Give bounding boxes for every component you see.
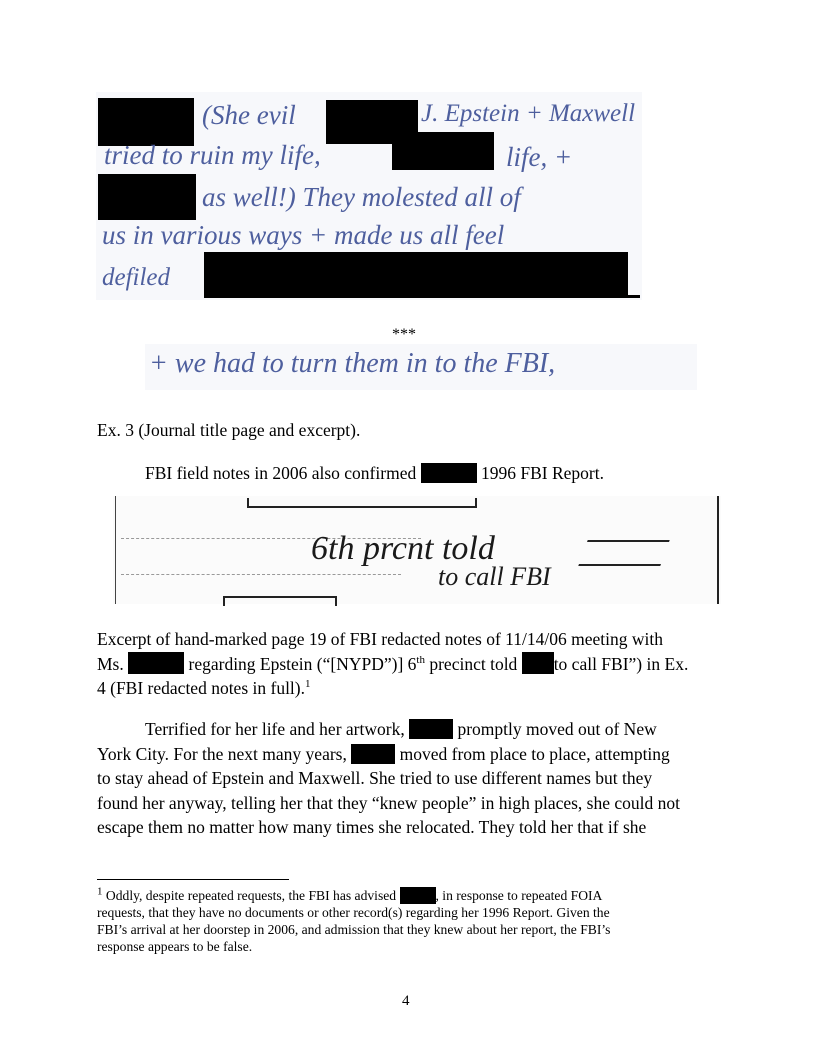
caption-line: Excerpt of hand-marked page 19 of FBI redacted notes of 11/14/06 meeting with [97, 629, 663, 649]
footnote-divider [97, 879, 289, 880]
page-number: 4 [402, 993, 410, 1009]
redaction-box [522, 652, 554, 674]
footnote-marker: 1 [97, 885, 103, 898]
fbi-notes-image [113, 496, 721, 604]
handwritten-line: J. Epstein + Maxwell [421, 100, 636, 127]
body-paragraph [97, 717, 737, 840]
underline [204, 295, 640, 298]
handwritten-line: as well!) They molested all of [202, 182, 521, 212]
bracket-mark [223, 596, 337, 606]
paragraph-text: 1996 FBI Report. [480, 463, 604, 483]
handwritten-line: (She evil [202, 100, 296, 130]
margin-line [717, 496, 719, 604]
superscript: th [416, 653, 425, 666]
caption-text: to call FBI”) in Ex. [553, 653, 689, 674]
footnote-line: requests, that they have no documents or other record(s) regarding her 1996 Report. Given the [97, 905, 610, 920]
paragraph-line: escape them no matter how many times she relocated. They told her that if she [97, 817, 647, 837]
paragraph-line: to stay ahead of Epstein and Maxwell. She tried to use different names but they [97, 768, 653, 788]
footnote-line [97, 887, 727, 904]
caption-text: regarding Epstein (“[NYPD”)] 6 [188, 653, 417, 674]
redaction-box [392, 132, 494, 170]
footnote-text: Oddly, despite repeated requests, the FBI has advised [105, 888, 397, 903]
footnote-line: FBI’s arrival at her doorstep in 2006, and admission that they knew about her report, the FBI’s [97, 922, 611, 937]
redaction-box [409, 719, 453, 739]
caption-line [97, 652, 737, 677]
handwritten-line: defiled [102, 264, 171, 291]
paragraph-text: Terrified for her life and her artwork, [145, 719, 405, 739]
paragraph-line [97, 717, 737, 742]
handwritten-line: us in various ways + made us all feel [102, 220, 505, 250]
footnote-text: , in response to repeated FOIA [435, 888, 603, 903]
exhibit-caption: Ex. 3 (Journal title page and excerpt). [97, 420, 361, 440]
redaction-box [351, 744, 395, 764]
journal-excerpt-line-image [145, 344, 697, 390]
fbi-field-notes-paragraph [145, 461, 745, 486]
handwritten-note: to call FBI [438, 562, 551, 591]
paragraph-text: FBI field notes in 2006 also confirmed [145, 463, 417, 483]
paragraph-text: promptly moved out of New [457, 719, 657, 739]
journal-excerpt-image [96, 92, 642, 300]
caption-line [97, 676, 737, 701]
section-separator: *** [392, 326, 416, 343]
paragraph-text: York City. For the next many years, [97, 743, 347, 764]
handwritten-line: tried to ruin my life, [104, 140, 321, 170]
handwritten-line: life, + [506, 142, 573, 172]
excerpt-caption [97, 627, 737, 701]
redaction-box [204, 252, 628, 298]
dashed-line [121, 574, 401, 575]
redaction-box [98, 98, 194, 146]
footnote-line: response appears to be false. [97, 939, 253, 954]
bracket-mark [247, 498, 477, 508]
caption-text: precinct told [429, 653, 518, 674]
footnote [97, 887, 727, 955]
redaction-box [128, 652, 184, 674]
handwritten-note: 6th prcnt told [311, 530, 495, 567]
scribble-mark [578, 540, 669, 566]
paragraph-line: found her anyway, telling her that they “knew people” in high places, she could not [97, 792, 680, 813]
caption-text: Ms. [97, 653, 124, 674]
caption-text: 4 (FBI redacted notes in full). [97, 678, 306, 698]
redaction-box [400, 887, 436, 904]
margin-line [115, 496, 116, 604]
handwritten-line: + we had to turn them in to the FBI, [149, 348, 556, 379]
paragraph-line [97, 742, 737, 767]
footnote-reference: 1 [305, 678, 311, 691]
paragraph-text: moved from place to place, attempting [399, 743, 670, 764]
redaction-box [421, 463, 477, 483]
redaction-box [98, 174, 196, 220]
